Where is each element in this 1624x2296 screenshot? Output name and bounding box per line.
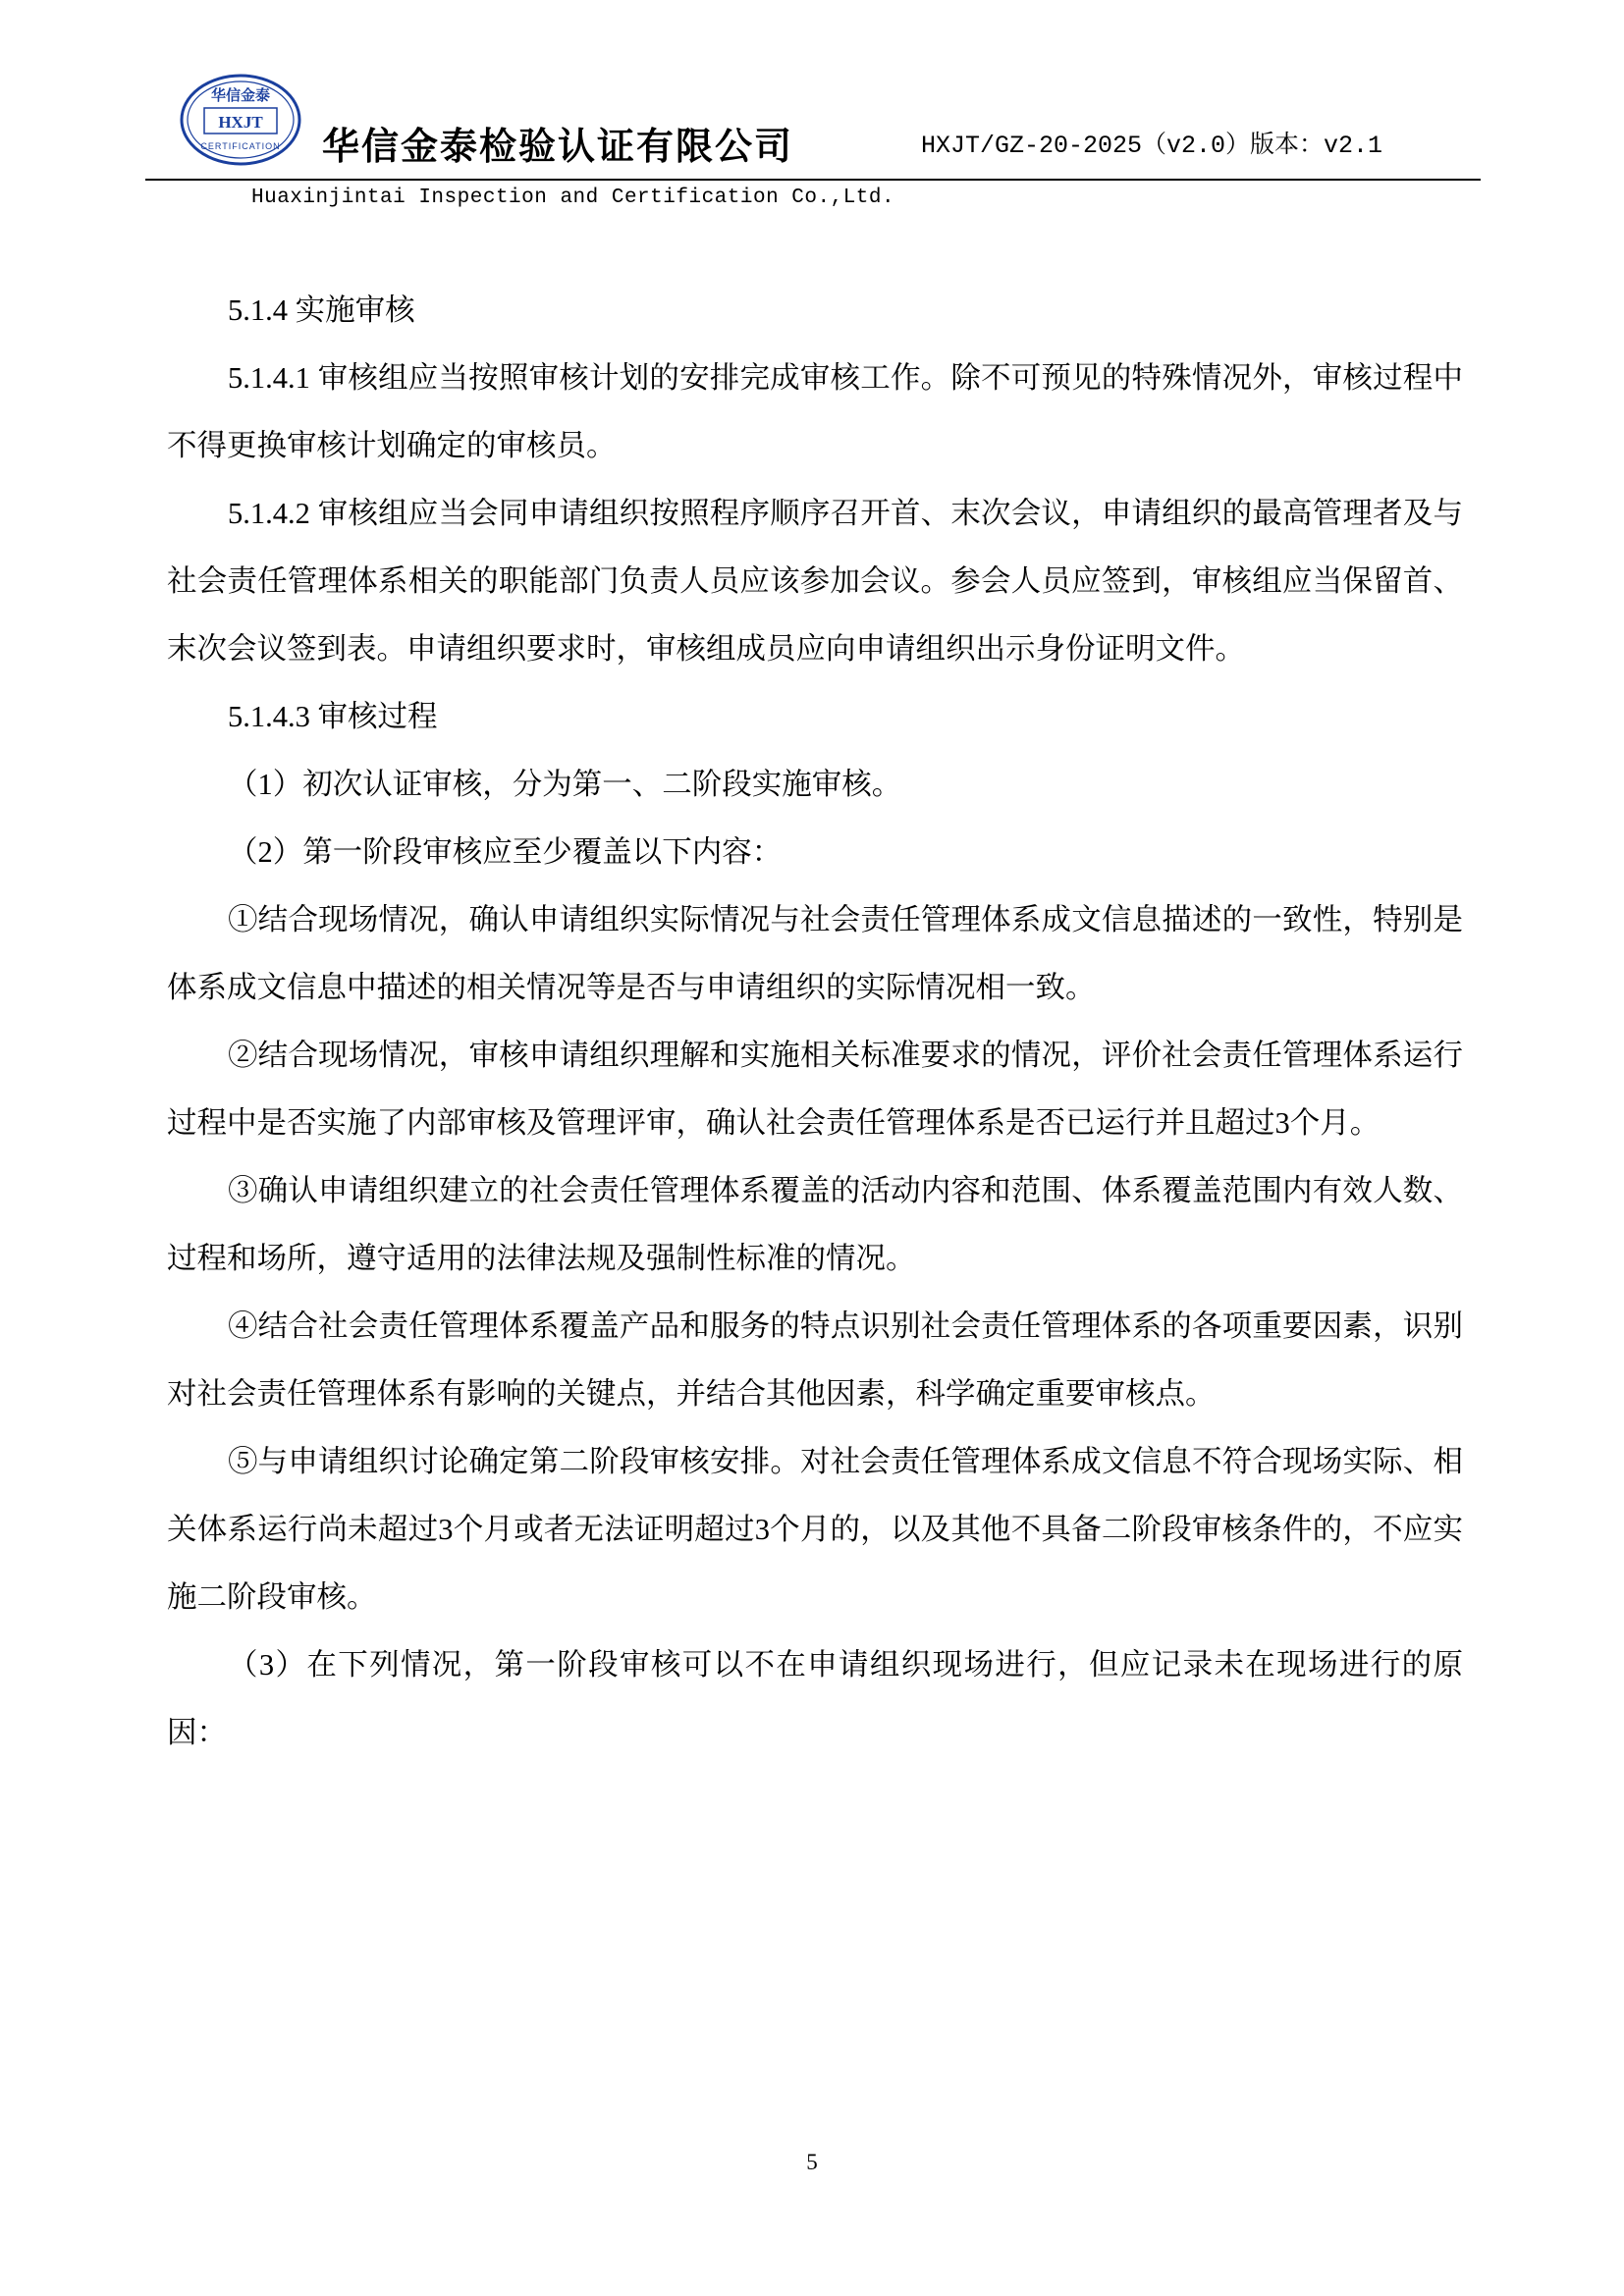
paragraph-5-1-4: 5.1.4 实施审核: [228, 294, 415, 327]
paragraph-5-1-4-2: 5.1.4.2 审核组应当会同申请组织按照程序顺序召开首、末次会议，申请组织的最高管理者及与社会责任管理体系相关的职能部门负责人员应该参加会议。参会人员应签到，审核组应当保留首、末次会议签到表。申请组织要求时，审核组成员应向申请组织出示身份证明文件。: [167, 497, 1463, 666]
svg-text:CERTIFICATION: CERTIFICATION: [200, 141, 281, 151]
company-name-en: Huaxinjintai Inspection and Certification Co.,Ltd.: [251, 187, 895, 209]
paragraph-5-1-4-3: 5.1.4.3 审核过程: [228, 700, 438, 733]
company-name-cn: 华信金泰检验认证有限公司: [322, 127, 794, 168]
page-number: 5: [806, 2150, 818, 2174]
paragraph-5-1-4-1: 5.1.4.1 审核组应当按照审核计划的安排完成审核工作。除不可预见的特殊情况外，审核过程中不得更换审核计划确定的审核员。: [167, 361, 1463, 462]
header-divider: [145, 179, 1481, 181]
page-header: [145, 69, 1481, 209]
paragraph-sub-item-5: ⑤与申请组织讨论确定第二阶段审核安排。对社会责任管理体系成文信息不符合现场实际、相关体系运行尚未超过3个月或者无法证明超过3个月的，以及其他不具备二阶段审核条件的，不应实施二阶段审核。: [167, 1445, 1463, 1614]
paragraph-sub-item-3: ③确认申请组织建立的社会责任管理体系覆盖的活动内容和范围、体系覆盖范围内有效人数、过程和场所，遵守适用的法律法规及强制性标准的情况。: [167, 1174, 1463, 1275]
paragraph-item-1: （1）初次认证审核，分为第一、二阶段实施审核。: [228, 768, 902, 801]
paragraph-item-2: （2）第一阶段审核应至少覆盖以下内容：: [228, 835, 783, 869]
paragraph-item-3: （3）在下列情况，第一阶段审核可以不在申请组织现场进行，但应记录未在现场进行的原因：: [167, 1648, 1463, 1749]
svg-text:HXJT: HXJT: [218, 113, 263, 132]
company-logo: [167, 71, 314, 175]
paragraph-sub-item-4: ④结合社会责任管理体系覆盖产品和服务的特点识别社会责任管理体系的各项重要因素，识别对社会责任管理体系有影响的关键点，并结合其他因素，科学确定重要审核点。: [167, 1309, 1463, 1411]
paragraph-sub-item-1: ①结合现场情况，确认申请组织实际情况与社会责任管理体系成文信息描述的一致性，特别是体系成文信息中描述的相关情况等是否与申请组织的实际情况相一致。: [167, 903, 1463, 1004]
svg-text:华信金泰: 华信金泰: [210, 88, 271, 104]
paragraph-sub-item-2: ②结合现场情况，审核申请组织理解和实施相关标准要求的情况，评价社会责任管理体系运行过程中是否实施了内部审核及管理评审，确认社会责任管理体系是否已运行并且超过3个月。: [167, 1039, 1463, 1140]
document-body: [167, 277, 1463, 1767]
document-code: HXJT/GZ-20-2025（v2.0）版本：v2.1: [921, 132, 1383, 160]
